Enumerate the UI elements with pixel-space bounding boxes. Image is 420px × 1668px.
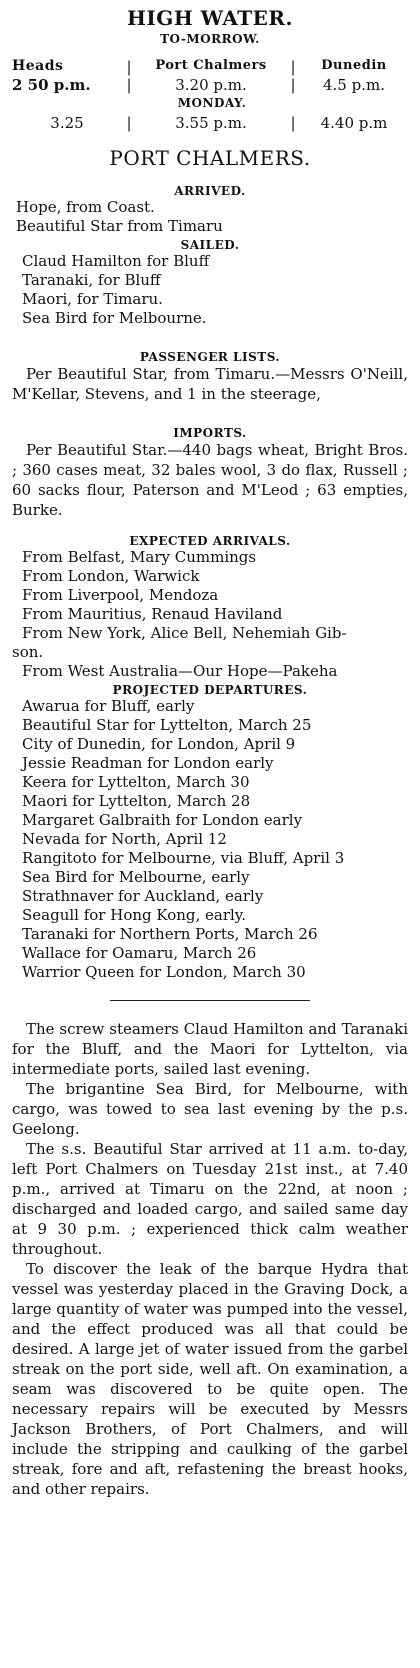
- col-separator: |: [290, 58, 296, 76]
- passenger-heading: PASSENGER LISTS.: [139, 350, 281, 364]
- projected-item: Rangitoto for Melbourne, via Bluff, April 3: [22, 849, 345, 867]
- projected-item: Maori for Lyttelton, March 28: [22, 792, 251, 810]
- dunedin-monday: 4.40 p.m: [320, 114, 388, 132]
- expected-heading: EXPECTED ARRIVALS.: [129, 534, 291, 548]
- projected-item: Taranaki for Northern Ports, March 26: [22, 925, 318, 943]
- port-monday: 3.55 p.m.: [175, 114, 247, 132]
- projected-item: Jessie Readman for London early: [22, 754, 274, 772]
- projected-item: City of Dunedin, for London, April 9: [22, 735, 296, 753]
- expected-item: From London, Warwick: [22, 567, 200, 585]
- col-heads: Heads: [12, 58, 64, 74]
- projected-item: Warrior Queen for London, March 30: [22, 963, 306, 981]
- expected-item: From Mauritius, Renaud Haviland: [22, 605, 283, 623]
- col-separator: |: [126, 76, 132, 94]
- section-title: PORT CHALMERS.: [109, 146, 311, 170]
- sailed-item: Maori, for Timaru.: [22, 290, 163, 308]
- col-separator: |: [126, 114, 132, 132]
- news-paragraph: The brigantine Sea Bird, for Melbourne, with cargo, was towed to sea last evening by the p.s. Geelong.: [12, 1080, 408, 1138]
- tide-table: [12, 58, 408, 94]
- projected-item: Margaret Galbraith for London early: [22, 811, 303, 829]
- port-today: 3.20 p.m.: [175, 76, 247, 94]
- imports-heading: IMPORTS.: [173, 426, 247, 440]
- projected-item: Keera for Lyttelton, March 30: [22, 773, 250, 791]
- dunedin-today: 4.5 p.m.: [323, 76, 385, 94]
- high-water-title: HIGH WATER.: [126, 6, 293, 30]
- col-separator: |: [290, 76, 296, 94]
- col-port-chalmers: Port Chalmers: [155, 58, 267, 73]
- projected-item: Awarua for Bluff, early: [22, 697, 195, 715]
- heads-monday: 3.25: [50, 114, 84, 132]
- high-water-subtitle: TO-MORROW.: [160, 32, 260, 46]
- projected-item: Nevada for North, April 12: [22, 830, 227, 848]
- tide-table-monday: [12, 114, 408, 132]
- news-paragraph: To discover the leak of the barque Hydra that vessel was yesterday placed in the Graving Dock, a large quantity of water was pumped into the vessel, and the effect produced was all that could be desired. A large jet of water issued from the garbel streak on the port side, well aft. On examination, a seam was discovered to be quite open. The necessary repairs will be executed by Messrs Jackson Brothers, of Port Chalmers, and will include the stripping and caulking of the garbel streak, fore and aft, refastening the breast hooks, and other repairs.: [12, 1260, 408, 1498]
- sailed-item: Claud Hamilton for Bluff: [22, 252, 210, 270]
- expected-item: From Liverpool, Mendoza: [22, 586, 219, 604]
- sailed-item: Sea Bird for Melbourne.: [22, 309, 207, 327]
- projected-item: Seagull for Hong Kong, early.: [22, 906, 247, 924]
- expected-item: From New York, Alice Bell, Nehemiah Gib-: [22, 624, 347, 642]
- col-dunedin: Dunedin: [321, 58, 387, 73]
- arrived-item: Hope, from Coast.: [16, 198, 155, 216]
- expected-item: From West Australia—Our Hope—Pakeha: [22, 662, 338, 680]
- arrived-item: Beautiful Star from Timaru: [16, 217, 223, 235]
- expected-item: From Belfast, Mary Cummings: [22, 548, 257, 566]
- col-separator: |: [126, 58, 132, 76]
- projected-item: Sea Bird for Melbourne, early: [22, 868, 250, 886]
- imports-text: Per Beautiful Star.—440 bags wheat, Bright Bros. ; 360 cases meat, 32 bales wool, 3 do flax, Russell ; 60 sacks flour, Paterson and M'Leod ; 63 empties, Burke.: [12, 441, 408, 519]
- sailed-heading: SAILED.: [180, 238, 240, 252]
- news-paragraph: The s.s. Beautiful Star arrived at 11 a.m. to-day, left Port Chalmers on Tuesday 21st inst., at 7.40 p.m., arrived at Timaru on the 22nd, at noon ; discharged and loaded cargo, and sailed same day at 9 30 p.m. ; experienced thick calm weather throughout.: [12, 1140, 408, 1258]
- arrived-heading: ARRIVED.: [174, 184, 246, 198]
- expected-item: son.: [12, 643, 44, 661]
- newspaper-column: [0, 6, 420, 1668]
- projected-item: Beautiful Star for Lyttelton, March 25: [22, 716, 312, 734]
- projected-heading: PROJECTED DEPARTURES.: [112, 683, 308, 697]
- section-divider: [110, 1000, 310, 1001]
- sailed-item: Taranaki, for Bluff: [22, 271, 161, 289]
- heads-today: 2 50 p.m.: [12, 76, 91, 94]
- passenger-text: Per Beautiful Star, from Timaru.—Messrs O'Neill, M'Kellar, Stevens, and 1 in the steerage,: [12, 365, 408, 403]
- col-separator: |: [290, 114, 296, 132]
- news-paragraphs: [12, 1019, 408, 1499]
- projected-item: Strathnaver for Auckland, early: [22, 887, 264, 905]
- news-paragraph: The screw steamers Claud Hamilton and Taranaki for the Bluff, and the Maori for Lyttelton, via intermediate ports, sailed last evening.: [12, 1020, 408, 1078]
- monday-label: MONDAY.: [177, 96, 247, 110]
- projected-item: Wallace for Oamaru, March 26: [22, 944, 257, 962]
